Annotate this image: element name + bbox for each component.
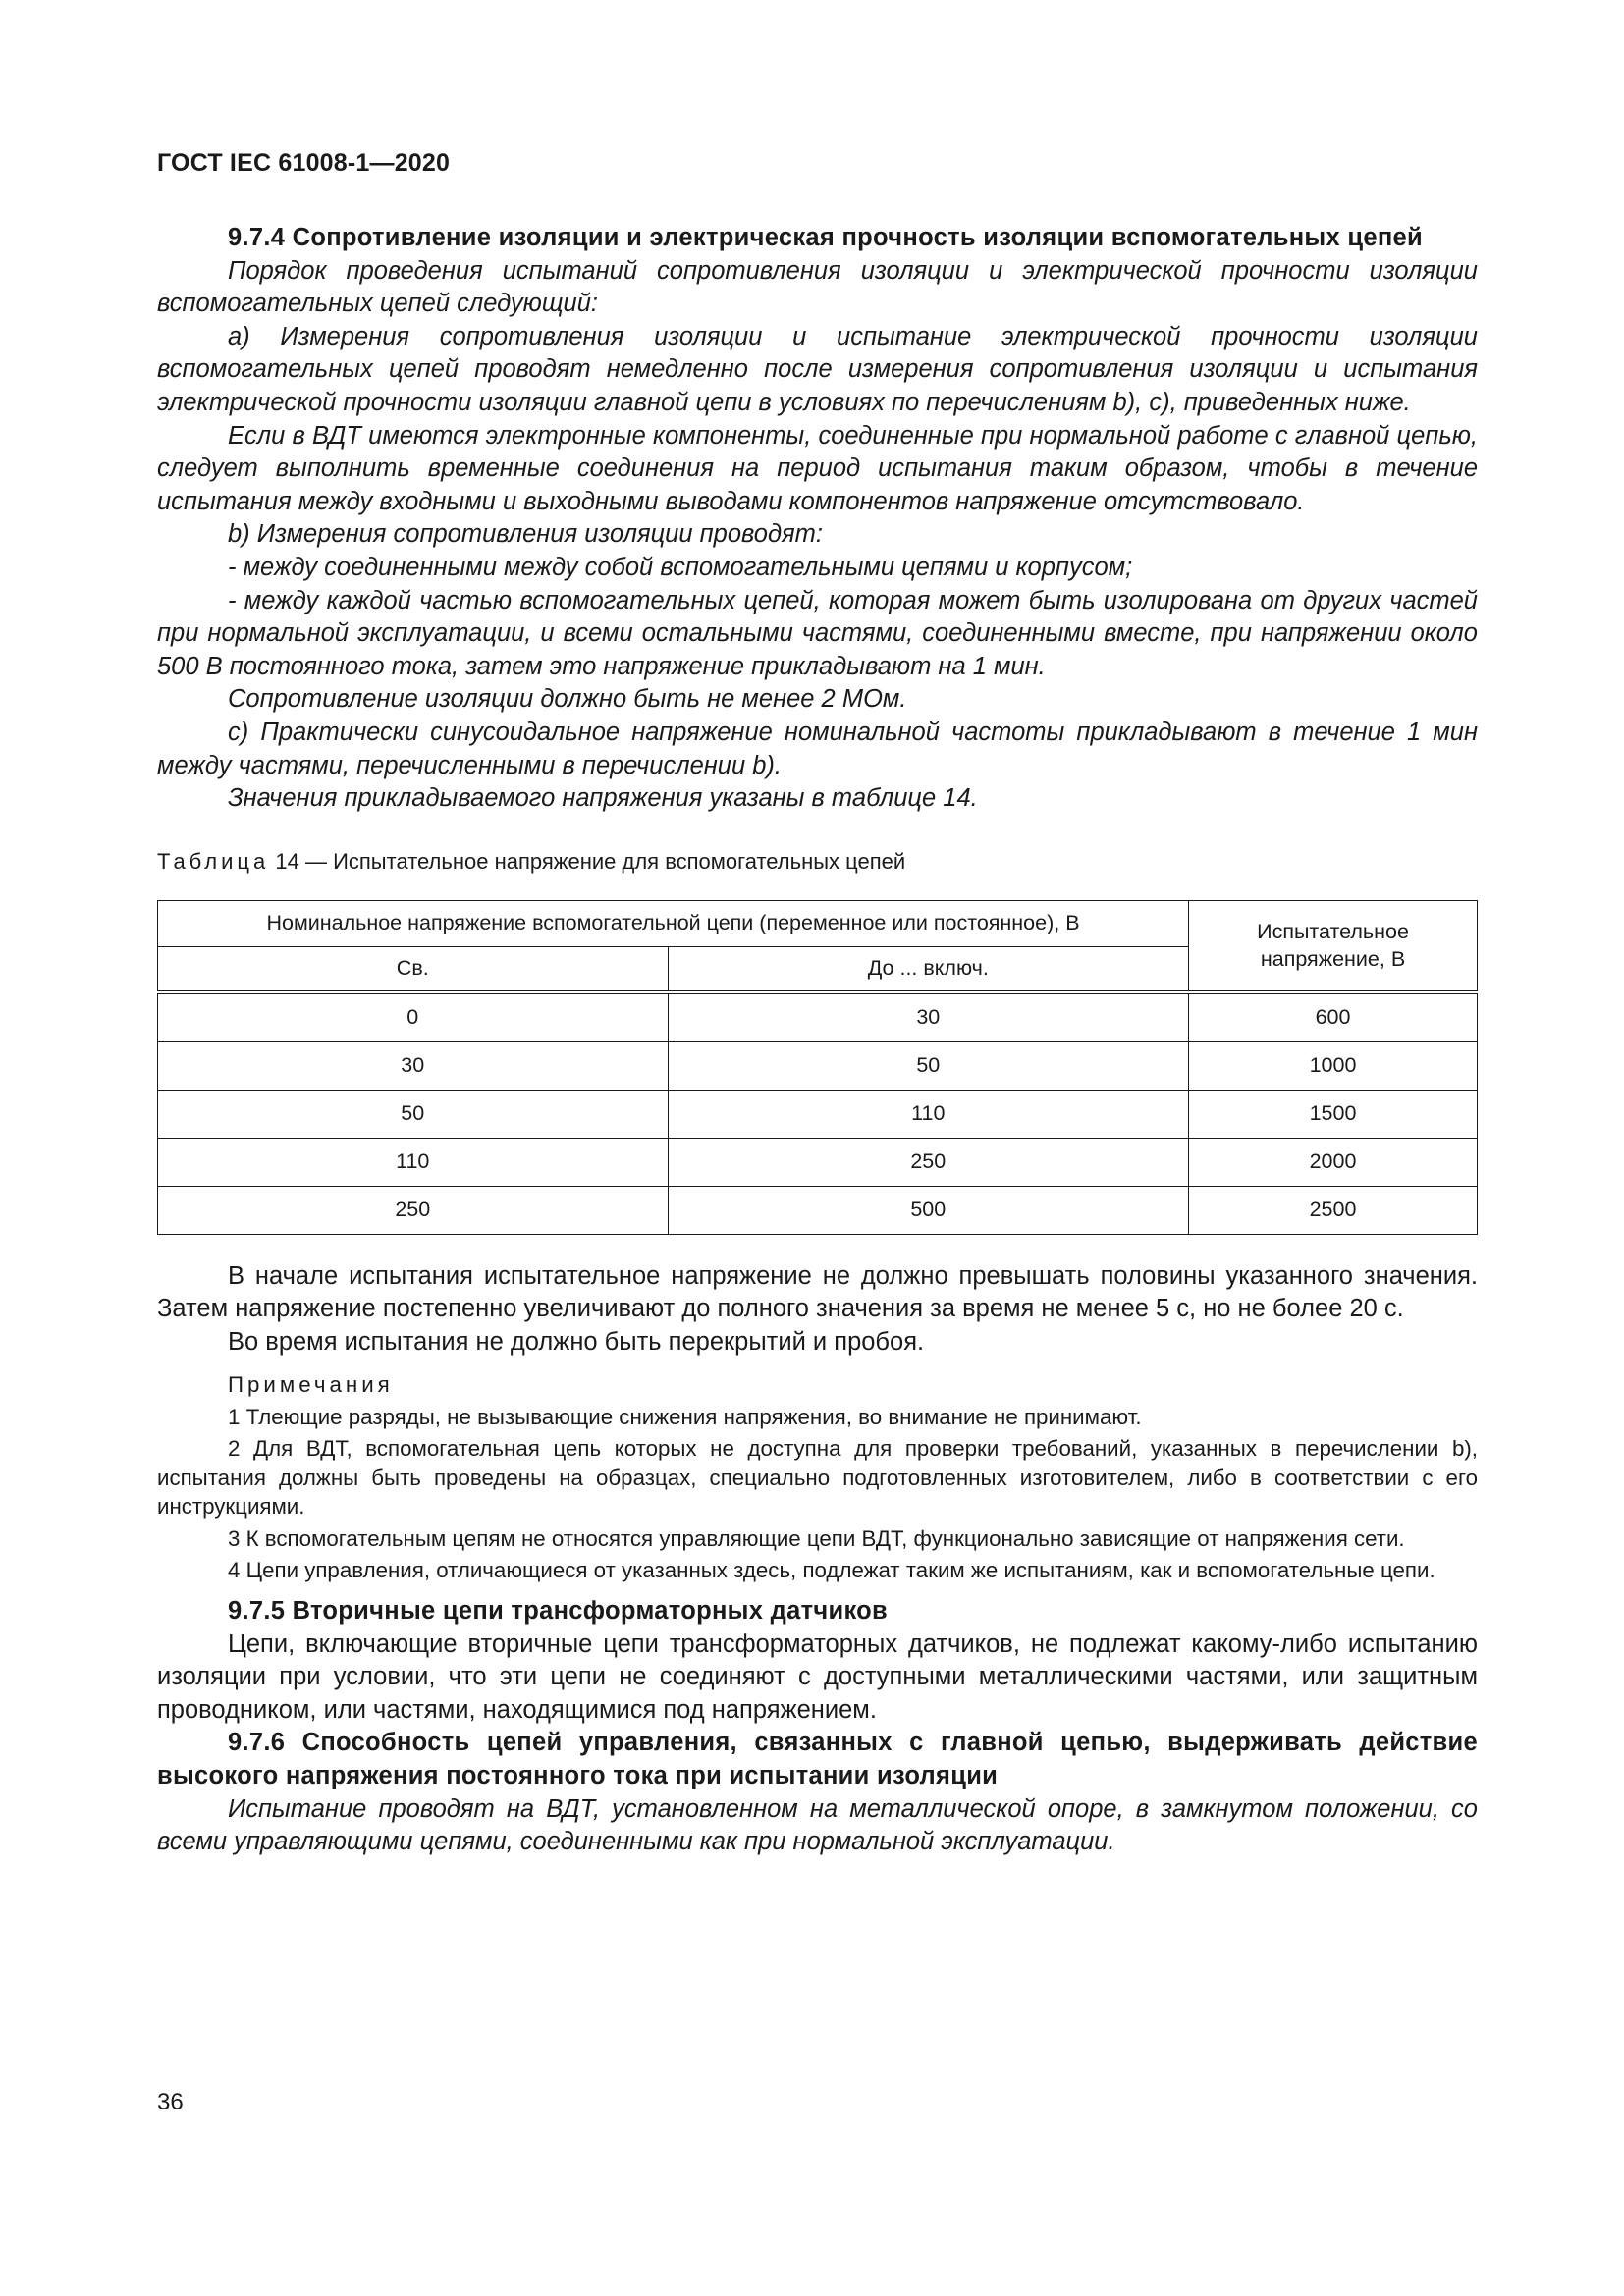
- table-header-from: Св.: [158, 946, 669, 992]
- paragraph: Если в ВДТ имеются электронные компоненты, соединенные при нормальной работе с главной цепью, следует выполнить временные соединения на период испытания таким образом, чтобы в течение испытания между входными и выходными выводами компонентов напряжение отсутствовало.: [157, 421, 1478, 515]
- table-cell: 500: [668, 1186, 1189, 1234]
- document-header: ГОСТ IEC 61008-1—2020: [157, 149, 451, 177]
- note-item: 3 К вспомогательным цепям не относятся управляющие цепи ВДТ, функционально зависящие от напряжения сети.: [228, 1525, 1405, 1551]
- paragraph: Порядок проведения испытаний сопротивления изоляции и электрической прочности изоляции вспомогательных цепей следующий:: [157, 256, 1478, 318]
- paragraph: a) Измерения сопротивления изоляции и испытание электрической прочности изоляции вспомогательных цепей проводят немедленно после измерения сопротивления изоляции и испытания электрической прочности изоляции главной цепи в условиях по перечислениям b), c), приведенных ниже.: [157, 322, 1478, 416]
- paragraph: Сопротивление изоляции должно быть не менее 2 МОм.: [228, 685, 907, 714]
- note-item: 2 Для ВДТ, вспомогательная цепь которых не доступна для проверки требований, указанных в перечислении b), испытания должны быть проведены на образцах, специально подготовленных изготовителем, либо в соответствии с его инструкциями.: [157, 1436, 1478, 1520]
- paragraph: b) Измерения сопротивления изоляции проводят:: [228, 520, 823, 549]
- table-caption: [157, 847, 1478, 877]
- table-cell: 110: [668, 1090, 1189, 1138]
- note-item: 1 Тлеющие разряды, не вызывающие снижения напряжения, во внимание не принимают.: [228, 1404, 1142, 1429]
- table-header-test-voltage: Испытательное напряжение, В: [1189, 900, 1478, 992]
- section-9-7-4-title: 9.7.4 Сопротивление изоляции и электрическая прочность изоляции вспомогательных цепей: [228, 224, 1423, 251]
- table-cell: 50: [668, 1041, 1189, 1090]
- table-header-nominal-voltage: Номинальное напряжение вспомогательной цепи (переменное или постоянное), В: [158, 900, 1189, 946]
- paragraph: Во время испытания не должно быть перекрытий и пробоя.: [228, 1327, 925, 1356]
- table-cell: 30: [158, 1041, 669, 1090]
- table-cell: 600: [1189, 992, 1478, 1042]
- table-cell: 30: [668, 992, 1189, 1042]
- table-row: [158, 992, 1478, 1042]
- note-item: 4 Цепи управления, отличающиеся от указанных здесь, подлежат таким же испытаниям, как и вспомогательные цепи.: [228, 1558, 1435, 1583]
- paragraph: c) Практически синусоидальное напряжение номинальной частоты прикладывают в течение 1 мин между частями, перечисленными в перечислении b).: [157, 718, 1478, 779]
- table-cell: 50: [158, 1090, 669, 1138]
- list-item: - между каждой частью вспомогательных цепей, которая может быть изолирована от других частей при нормальной эксплуатации, и всеми остальными частями, соединенными вместе, при напряжении около 500 В постоянного тока, затем это напряжение прикладывают на 1 мин.: [157, 586, 1478, 680]
- page-number: 36: [157, 2089, 184, 2115]
- table-cell: 2000: [1189, 1138, 1478, 1186]
- paragraph: Значения прикладываемого напряжения указаны в таблице 14.: [228, 784, 978, 813]
- paragraph: Цепи, включающие вторичные цепи трансформаторных датчиков, не подлежат какому-либо испытанию изоляции при условии, что эти цепи не соединяют с доступными металлическими частями, или защитным проводником, или частями, находящимися под напряжением.: [157, 1629, 1478, 1724]
- table-cell: 110: [158, 1138, 669, 1186]
- table-row: [158, 1138, 1478, 1186]
- table-row: [158, 1090, 1478, 1138]
- list-item: - между соединенными между собой вспомогательными цепями и корпусом;: [228, 553, 1133, 581]
- paragraph: В начале испытания испытательное напряжение не должно превышать половины указанного значения. Затем напряжение постепенно увеличивают до полного значения за время не менее 5 с, но не более 20 с.: [157, 1261, 1478, 1323]
- paragraph: Испытание проводят на ВДТ, установленном на металлической опоре, в замкнутом положении, со всеми управляющими цепями, соединенными как при нормальной эксплуатации.: [157, 1794, 1478, 1856]
- table-caption-text: 14 — Испытательное напряжение для вспомогательных цепей: [275, 848, 906, 874]
- page-content: [157, 222, 1478, 1859]
- table-cell: 2500: [1189, 1186, 1478, 1234]
- section-9-7-5-title: 9.7.5 Вторичные цепи трансформаторных датчиков: [228, 1596, 889, 1625]
- section-9-7-6-title: 9.7.6 Способность цепей управления, связанных с главной цепью, выдерживать действие высокого напряжения постоянного тока при испытании изоляции: [157, 1729, 1478, 1789]
- table-cell: 1500: [1189, 1090, 1478, 1138]
- table-cell: 250: [158, 1186, 669, 1234]
- table-cell: 250: [668, 1138, 1189, 1186]
- table-row: [158, 1186, 1478, 1234]
- table-cell: 0: [158, 992, 669, 1042]
- table-header-to: До ... включ.: [668, 946, 1189, 992]
- test-voltage-table: [157, 900, 1478, 1235]
- table-row: [158, 1041, 1478, 1090]
- notes-title: Примечания: [228, 1372, 394, 1398]
- after-table-text: [157, 1260, 1478, 1360]
- table-cell: 1000: [1189, 1041, 1478, 1090]
- notes-block: [157, 1370, 1478, 1585]
- table-caption-prefix: Таблица: [157, 848, 270, 874]
